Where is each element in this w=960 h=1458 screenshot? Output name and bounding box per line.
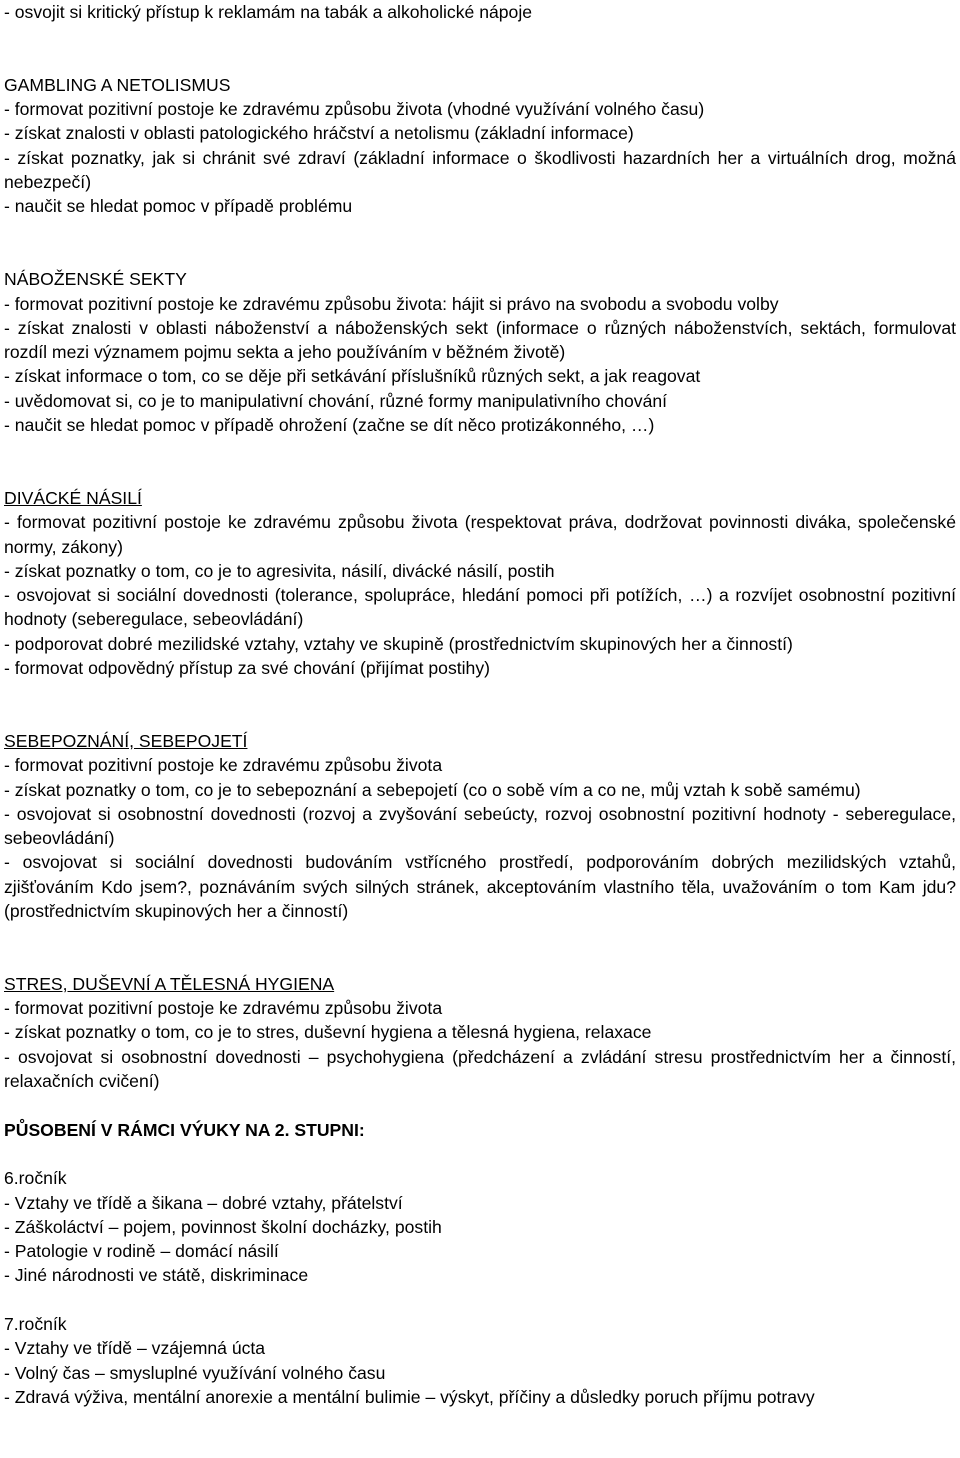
spacer bbox=[4, 437, 956, 486]
list-item: - osvojovat si osobnostní dovednosti (rozvoj a zvyšování sebeúcty, rozvoj osobnostní pozitivní hodnoty - seberegulace, sebeovládání) bbox=[4, 803, 956, 849]
list-item: - získat poznatky o tom, co je to stres, duševní hygiena a tělesná hygiena, relaxace bbox=[4, 1022, 652, 1043]
list-item: - formovat pozitivní postoje ke zdravému způsobu života (vhodné využívání volného času) bbox=[4, 99, 705, 120]
list-item: - podporovat dobré mezilidské vztahy, vztahy ve skupině (prostřednictvím skupinových her a činností) bbox=[4, 633, 793, 654]
list-item: - získat poznatky o tom, co je to sebepoznání a sebepojetí (co o sobě vím a co ne, můj vztah k sobě samému) bbox=[4, 779, 861, 800]
list-item: - Volný čas – smysluplné využívání volného času bbox=[4, 1362, 386, 1383]
section-divacke-nasili bbox=[4, 486, 956, 680]
section-stage-2 bbox=[4, 1118, 956, 1410]
list-item: - získat poznatky o tom, co je to agresivita, násilí, divácké násilí, postih bbox=[4, 560, 555, 581]
spacer bbox=[4, 219, 956, 268]
section-heading: NÁBOŽENSKÉ SEKTY bbox=[4, 269, 187, 290]
grade-7 bbox=[4, 1312, 956, 1409]
list-item: - osvojovat si osobnostní dovednosti – psychohygiena (předcházení a zvládání stresu prostřednictvím her a činností, relaxačních cvičení) bbox=[4, 1046, 956, 1092]
grade-label: 7.ročník bbox=[4, 1314, 67, 1335]
list-item: - získat informace o tom, co se děje při setkávání příslušníků různých sekt, a jak reagovat bbox=[4, 366, 701, 387]
list-item: - získat poznatky, jak si chránit své zdraví (základní informace o škodlivosti hazardních her a virtuálních drog, možná nebezpečí) bbox=[4, 147, 956, 193]
spacer bbox=[4, 680, 956, 729]
section-gambling-netolismus bbox=[4, 73, 956, 219]
section-heading: SEBEPOZNÁNÍ, SEBEPOJETÍ bbox=[4, 730, 248, 751]
section-sebepoznani-sebepojeti bbox=[4, 729, 956, 923]
list-item: - formovat pozitivní postoje ke zdravému způsobu života bbox=[4, 998, 443, 1019]
list-item: - získat znalosti v oblasti patologického hráčství a netolismu (základní informace) bbox=[4, 123, 634, 144]
list-item: - formovat pozitivní postoje ke zdravému způsobu života: hájit si právo na svobodu a svobodu volby bbox=[4, 293, 779, 314]
spacer bbox=[4, 1093, 956, 1117]
list-item: - Záškoláctví – pojem, povinnost školní docházky, postih bbox=[4, 1216, 442, 1237]
list-item: - Jiné národnosti ve státě, diskriminace bbox=[4, 1265, 309, 1286]
spacer bbox=[4, 1142, 956, 1166]
section-nabozenske-sekty bbox=[4, 267, 956, 437]
list-item: - Vztahy ve třídě a šikana – dobré vztahy, přátelství bbox=[4, 1192, 403, 1213]
list-item: - Patologie v rodině – domácí násilí bbox=[4, 1241, 279, 1262]
list-item: - osvojovat si sociální dovednosti (tolerance, spolupráce, hledání pomoci při potížích, …) a rozvíjet osobnostní pozitivní hodnoty (seberegulace, sebeovládání) bbox=[4, 585, 956, 630]
section-heading: DIVÁCKÉ NÁSILÍ bbox=[4, 487, 142, 508]
spacer bbox=[4, 1288, 956, 1312]
list-item: - získat znalosti v oblasti náboženství a náboženských sekt (informace o různých náboženstvích, sektách, formulovat rozdíl mezi významem pojmu sekta a jeho používáním v běžném životě) bbox=[4, 317, 956, 363]
list-item: - formovat pozitivní postoje ke zdravému způsobu života bbox=[4, 755, 443, 776]
spacer bbox=[4, 923, 956, 972]
list-item: - formovat odpovědný přístup za své chování (přijímat postihy) bbox=[4, 658, 491, 679]
grade-label: 6.ročník bbox=[4, 1168, 67, 1189]
spacer bbox=[4, 24, 956, 73]
list-item: - Vztahy ve třídě – vzájemná úcta bbox=[4, 1338, 266, 1359]
list-item: - naučit se hledat pomoc v případě problému bbox=[4, 196, 353, 217]
intro-line: - osvojit si kritický přístup k reklamám na tabák a alkoholické nápoje bbox=[4, 2, 533, 22]
list-item: - osvojovat si sociální dovednosti budováním vstřícného prostředí, podporováním dobrých mezilidských vztahů, zjišťováním Kdo jsem?, poznáváním svých silných stránek, akceptováním vlastního těla, uvažováním o tom Kam jdu? (prostřednictvím skupinových her a činností) bbox=[4, 852, 956, 921]
section-heading: GAMBLING A NETOLISMUS bbox=[4, 74, 231, 95]
section-heading: STRES, DUŠEVNÍ A TĚLESNÁ HYGIENA bbox=[4, 973, 335, 994]
list-item: - Zdravá výživa, mentální anorexie a mentální bulimie – výskyt, příčiny a důsledky poruch příjmu potravy bbox=[4, 1386, 815, 1407]
grade-6 bbox=[4, 1166, 956, 1287]
section-stres-hygiena bbox=[4, 972, 956, 1093]
list-item: - naučit se hledat pomoc v případě ohrožení (začne se dít něco protizákonného, …) bbox=[4, 415, 655, 436]
list-item: - uvědomovat si, co je to manipulativní chování, různé formy manipulativního chování bbox=[4, 390, 668, 411]
list-item: - formovat pozitivní postoje ke zdravému způsobu života (respektovat práva, dodržovat povinnosti diváka, společenské normy, zákony) bbox=[4, 512, 956, 557]
stage-heading: PŮSOBENÍ V RÁMCI VÝUKY NA 2. STUPNI: bbox=[4, 1119, 365, 1140]
